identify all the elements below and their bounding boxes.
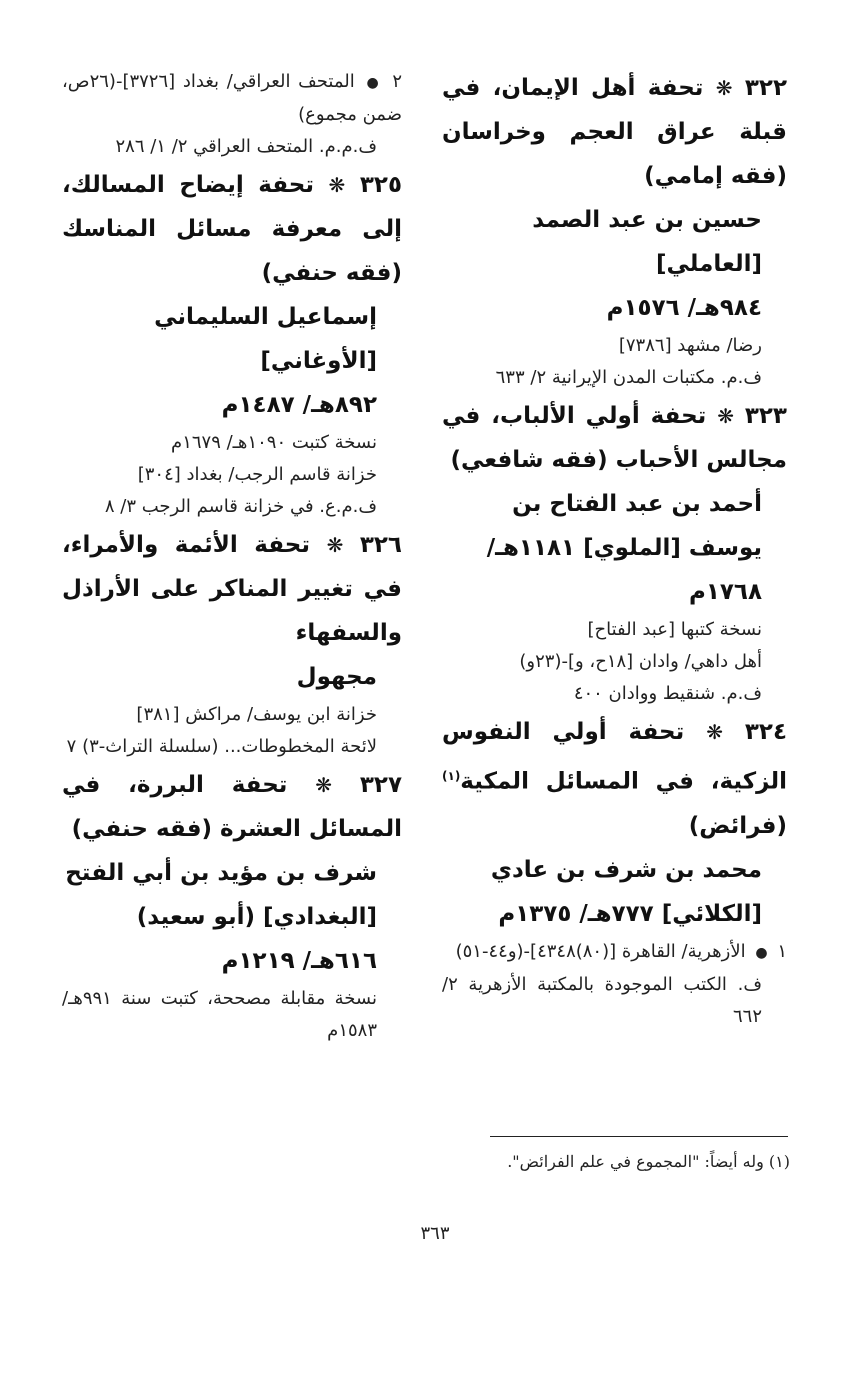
left-column [62, 66, 402, 1047]
entry-dates: ٨٩٢هـ/ ١٤٨٧م [221, 392, 377, 418]
entry-title [62, 763, 402, 851]
entry-author: إسماعيل السليماني [الأوغاني] [154, 304, 377, 374]
item-number: ٢ [392, 71, 402, 92]
bullet-dot-icon: ● [366, 75, 381, 91]
entry-author: محمد بن شرف بن عادي [الكلائي] ٧٧٧هـ/ ١٣٧٥م [490, 856, 762, 927]
entry-number: ٣٢٢ [744, 75, 787, 101]
entry-323 [442, 394, 787, 710]
right-column [442, 66, 787, 1033]
footnote-marker: (١) [442, 769, 461, 783]
entry-subject: (فقه شافعي) [450, 447, 608, 473]
item-reference: ف. الكتب الموجودة بالمكتبة الأزهرية ٢/ ٦٦٢ [442, 973, 762, 1027]
entry-title-text: تحفة أولي الألباب، في مجالس الأحباب [442, 403, 787, 473]
entry-number: ٣٢٥ [359, 172, 402, 198]
entry-dates: ٩٨٤هـ/ ١٥٧٦م [606, 295, 762, 321]
entry-location: أهل داهي/ وادان [١٨ح، و]-(٢٣و) [519, 651, 762, 672]
entry-326 [62, 523, 402, 763]
entry-location: خزانة قاسم الرجب/ بغداد [٣٠٤] [137, 464, 377, 485]
entry-number: ٣٢٦ [359, 532, 402, 558]
entry-copy-note: نسخة كتبها [عبد الفتاح] [587, 619, 762, 640]
entry-subject: (فرائض) [688, 812, 787, 839]
asterisk-star-icon: ❋ [715, 76, 733, 100]
entry-title-text: تحفة البررة، في المسائل العشرة [62, 772, 402, 842]
entry-subject: (فقه حنفي) [71, 816, 213, 842]
entry-title [62, 523, 402, 655]
entry-reference: ف.م.ع. في خزانة قاسم الرجب ٣/ ٨ [104, 496, 377, 517]
item-location: الأزهرية/ القاهرة [(٨٠)٤٣٤٨]-(و٤٤-٥١) [455, 940, 746, 962]
entry-title-text: تحفة أهل الإيمان، في قبلة عراق العجم وخراسان [442, 75, 787, 145]
entry-copy-note: نسخة كتبت ١٠٩٠هـ/ ١٦٧٩م [171, 432, 377, 453]
footnote-divider [490, 1136, 788, 1137]
copy-item [442, 936, 787, 969]
entry-reference: لائحة المخطوطات... (سلسلة التراث-٣) ٧ [66, 736, 377, 757]
asterisk-star-icon: ❋ [326, 533, 344, 557]
bullet-dot-icon: ● [755, 944, 768, 961]
entry-number: ٣٢٧ [359, 772, 402, 798]
entry-location: رضا/ مشهد [٧٣٨٦] [618, 335, 762, 356]
entry-title [442, 710, 787, 848]
entry-324-continued [62, 66, 402, 163]
entry-author: مجهول [296, 664, 377, 690]
entry-location: خزانة ابن يوسف/ مراكش [٣٨١] [136, 704, 377, 725]
entry-subject: (فقه إمامي) [644, 163, 787, 189]
entry-subject: (فقه حنفي) [261, 260, 402, 286]
entry-title [62, 163, 402, 295]
entry-author: حسين بن عبد الصمد [العاملي] [532, 207, 762, 277]
item-location: المتحف العراقي/ بغداد [٣٧٢٦]-(٢٦ص، ضمن مجموع) [62, 71, 402, 125]
page-number: ٣٦٣ [420, 1223, 450, 1244]
asterisk-star-icon: ❋ [328, 173, 346, 197]
entry-reference: ف.م. شنقيط ووادان ٤٠٠ [573, 683, 762, 704]
entry-322 [442, 66, 787, 394]
entry-324 [442, 710, 787, 1033]
entry-reference: ف.م. مكتبات المدن الإيرانية ٢/ ٦٣٣ [495, 367, 762, 388]
entry-title-text: تحفة إيضاح المسالك، إلى معرفة مسائل المناسك [62, 172, 402, 242]
entry-author: أحمد بن عبد الفتاح بن يوسف [الملوي] ١١٨١هـ/ ١٧٦٨م [486, 491, 762, 605]
entry-number: ٣٢٣ [744, 403, 787, 429]
entry-number: ٣٢٤ [744, 719, 787, 745]
asterisk-star-icon: ❋ [315, 773, 333, 797]
entry-title [442, 66, 787, 198]
entry-title [442, 394, 787, 482]
entry-author: شرف بن مؤيد بن أبي الفتح [البغدادي] (أبو سعيد) ٦١٦هـ/ ١٢١٩م [65, 860, 377, 974]
entry-title-text: تحفة الأئمة والأمراء، في تغيير المناكر على الأراذل والسفهاء [62, 532, 402, 646]
item-number: ١ [777, 940, 787, 962]
copy-item [62, 66, 402, 131]
item-reference: ف.م.م. المتحف العراقي ٢/ ١/ ٢٨٦ [115, 136, 377, 157]
entry-title-text: تحفة أولي النفوس الزكية، في المسائل المكية [442, 719, 787, 795]
footnote: (١) وله أيضاً: "المجموع في علم الفرائض". [507, 1152, 790, 1171]
asterisk-star-icon: ❋ [706, 720, 723, 744]
entry-327 [62, 763, 402, 1047]
entry-325 [62, 163, 402, 523]
entry-copy-note: نسخة مقابلة مصححة، كتبت سنة ٩٩١هـ/ ١٥٨٣م [62, 988, 377, 1041]
asterisk-star-icon: ❋ [717, 404, 734, 428]
